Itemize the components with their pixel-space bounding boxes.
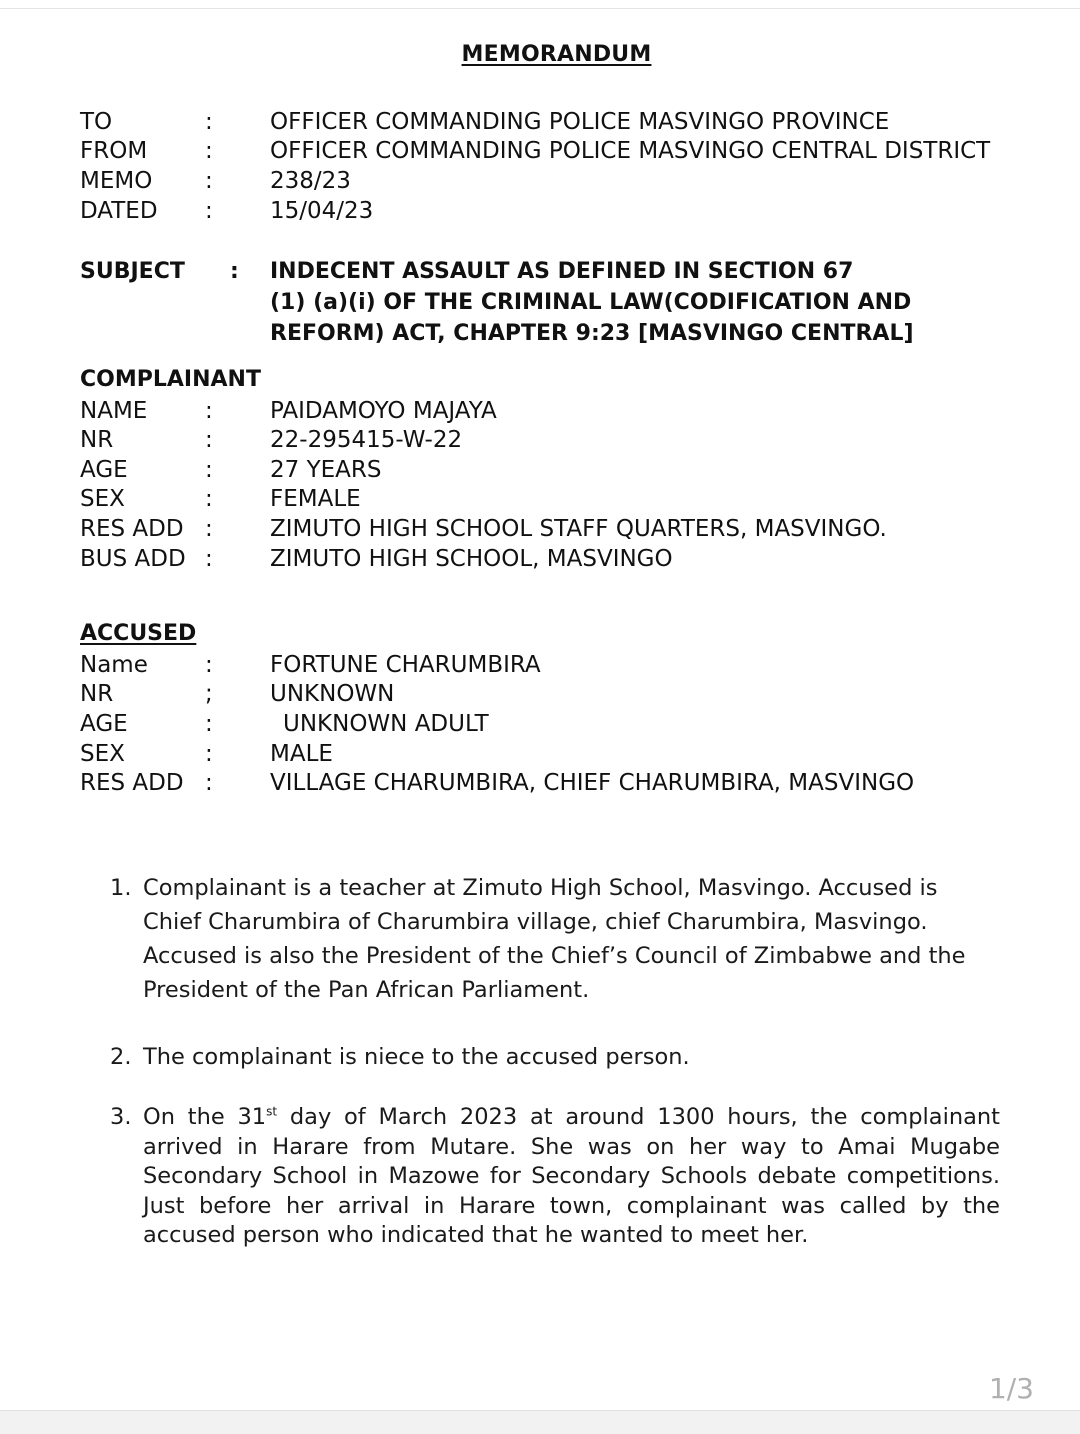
header-label: FROM [80, 138, 148, 164]
header-value: 238/23 [270, 168, 351, 194]
subject-text [270, 256, 960, 349]
field-label: Name [80, 652, 148, 678]
memo-title: MEMORANDUM [461, 42, 652, 67]
paragraph-text: Complainant is a teacher at Zimuto High School, Masvingo. Accused is Chief Charumbira of Charumbira village, chief Charumbira, Masvingo. Accused is also the President of the Chief’s Council of Zimbabwe and the President of the Pan African Parliament. [143, 875, 966, 1003]
header-label: TO [80, 109, 113, 135]
paragraph-number: 2. [110, 1044, 132, 1070]
field-colon: : [205, 770, 213, 796]
paragraph-text-start: On the 31 [143, 1104, 267, 1130]
header-colon: : [205, 168, 213, 194]
subject-line: REFORM) ACT, CHAPTER 9:23 [MASVINGO CENTRAL] [270, 321, 914, 346]
field-value: VILLAGE CHARUMBIRA, CHIEF CHARUMBIRA, MASVINGO [270, 770, 915, 796]
field-colon: : [205, 652, 213, 678]
field-value: PAIDAMOYO MAJAYA [270, 398, 497, 424]
subject-colon: : [230, 259, 239, 284]
page-indicator: 1/3 [988, 1372, 1034, 1405]
field-colon: : [205, 516, 213, 542]
header-label: DATED [80, 198, 158, 224]
field-value: 22-295415-W-22 [270, 427, 463, 453]
subject-line: (1) (a)(i) OF THE CRIMINAL LAW(CODIFICATION AND [270, 290, 912, 315]
field-value: FORTUNE CHARUMBIRA [270, 652, 541, 678]
field-value: ZIMUTO HIGH SCHOOL, MASVINGO [270, 546, 673, 572]
field-colon: : [205, 486, 213, 512]
field-colon: : [205, 741, 213, 767]
subject-line: INDECENT ASSAULT AS DEFINED IN SECTION 67 [270, 259, 854, 284]
ordinal-suffix: st [266, 1104, 278, 1119]
bottom-scroll-bar [0, 1410, 1080, 1434]
field-colon: : [205, 398, 213, 424]
field-colon: : [205, 427, 213, 453]
paragraph-text: The complainant is niece to the accused person. [143, 1044, 690, 1070]
field-colon: : [205, 457, 213, 483]
field-label: NR [80, 681, 114, 707]
header-colon: : [205, 138, 213, 164]
field-label: AGE [80, 457, 128, 483]
field-value: 27 YEARS [270, 457, 382, 483]
field-value: FEMALE [270, 486, 361, 512]
field-label: NAME [80, 398, 148, 424]
paragraph-number: 1. [110, 875, 132, 901]
field-value: ZIMUTO HIGH SCHOOL STAFF QUARTERS, MASVINGO. [270, 516, 887, 542]
field-label: AGE [80, 711, 128, 737]
field-colon: ; [205, 681, 213, 707]
field-label: NR [80, 427, 114, 453]
field-value: UNKNOWN [270, 681, 395, 707]
accused-heading: ACCUSED [80, 621, 197, 646]
paragraph-number: 3. [110, 1104, 132, 1130]
complainant-heading: COMPLAINANT [80, 367, 261, 392]
paragraph-text-rest: day of March 2023 at around 1300 hours, the complainant arrived in Harare from Mutare. She was on her way to Amai Mugabe Secondary School in Mazowe for Secondary Schools debate competitions. Just before her arrival in Harare town, complainant was called by the accused person who indicated that he wanted to meet her. [143, 1104, 1000, 1248]
header-colon: : [205, 109, 213, 135]
field-label: RES ADD [80, 770, 184, 796]
field-colon: : [205, 546, 213, 572]
header-value: OFFICER COMMANDING POLICE MASVINGO CENTRAL DISTRICT [270, 138, 991, 164]
field-label: BUS ADD [80, 546, 186, 572]
field-value: UNKNOWN ADULT [283, 711, 489, 737]
field-label: SEX [80, 741, 125, 767]
field-label: RES ADD [80, 516, 184, 542]
field-value: MALE [270, 741, 333, 767]
subject-label: SUBJECT [80, 259, 185, 284]
header-label: MEMO [80, 168, 153, 194]
field-colon: : [205, 711, 213, 737]
header-value: 15/04/23 [270, 198, 374, 224]
header-colon: : [205, 198, 213, 224]
field-label: SEX [80, 486, 125, 512]
paragraph-text [143, 1103, 1000, 1251]
header-value: OFFICER COMMANDING POLICE MASVINGO PROVINCE [270, 109, 890, 135]
